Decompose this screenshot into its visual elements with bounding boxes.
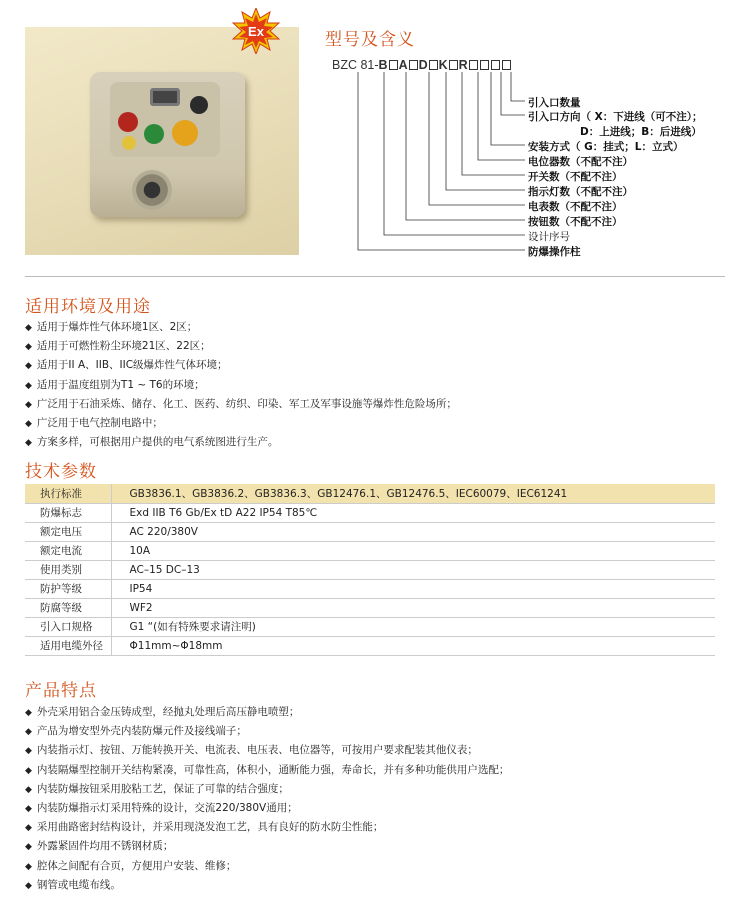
- meaning-inlet-direction-cont: D：上进线；B：后进线）: [580, 126, 702, 138]
- operation-column-enclosure: [90, 72, 245, 217]
- list-item: ◆ 钢管或电缆布线。: [25, 876, 509, 895]
- spec-key: 执行标准: [25, 484, 111, 503]
- spec-value: Φ11mm~Φ18mm: [111, 636, 715, 655]
- table-row: [25, 560, 715, 579]
- specs-table: [25, 484, 715, 656]
- model-meaning-title: 型号及含义: [325, 30, 415, 50]
- list-item: ◆ 适用于温度组别为T1 ~ T6的环境；: [25, 376, 457, 395]
- meaning-inlet-count: 引入口数量: [528, 97, 581, 109]
- spec-key: 防腐等级: [25, 598, 111, 617]
- list-item: ◆ 适用于可燃性粉尘环境21区、22区；: [25, 337, 457, 356]
- spec-key: 额定电流: [25, 541, 111, 560]
- spec-key: 防护等级: [25, 579, 111, 598]
- spec-value: AC–15 DC–13: [111, 560, 715, 579]
- spec-value: WF2: [111, 598, 715, 617]
- features-list: [25, 703, 509, 895]
- spec-value: GB3836.1、GB3836.2、GB3836.3、GB12476.1、GB12476.5、IEC60079、IEC61241: [111, 484, 715, 503]
- environment-title: 适用环境及用途: [25, 297, 151, 317]
- table-row: [25, 617, 715, 636]
- model-letter-b: B: [378, 58, 388, 72]
- yellow-knob: [172, 120, 198, 146]
- meaning-design-serial: 设计序号: [528, 231, 570, 243]
- list-item: ◆ 方案多样，可根据用户提供的电气系统图进行生产。: [25, 433, 457, 452]
- list-item: ◆ 外露紧固件均用不锈钢材质；: [25, 837, 509, 856]
- black-knob: [190, 96, 208, 114]
- list-item: ◆ 适用于爆炸性气体环境1区、2区；: [25, 318, 457, 337]
- table-row: [25, 541, 715, 560]
- spec-value: 10A: [111, 541, 715, 560]
- yellow-button: [122, 136, 136, 150]
- table-row: [25, 484, 715, 503]
- specs-title: 技术参数: [25, 462, 97, 482]
- list-item: ◆ 内装防爆按钮采用胶粘工艺，保证了可靠的结合强度；: [25, 780, 509, 799]
- meaning-switch: 开关数（不配不注）: [528, 171, 623, 183]
- control-panel-face: [110, 82, 220, 157]
- meaning-inlet-direction: 引入口方向（ X：下进线（可不注）；: [528, 111, 703, 123]
- list-item: ◆ 广泛用于石油采炼、储存、化工、医药、纺织、印染、军工及军事设施等爆炸性危险场所；: [25, 395, 457, 414]
- environment-list: [25, 318, 457, 452]
- spec-value: Exd IIB T6 Gb/Ex tD A22 IP54 T85℃: [111, 503, 715, 522]
- model-letter-a: A: [398, 58, 408, 72]
- table-row: [25, 579, 715, 598]
- model-letter-d: D: [418, 58, 428, 72]
- table-row: [25, 598, 715, 617]
- spec-key: 额定电压: [25, 522, 111, 541]
- section-divider: [25, 276, 725, 277]
- table-row: [25, 503, 715, 522]
- meaning-button: 按钮数（不配不注）: [528, 216, 623, 228]
- list-item: ◆ 内装防爆指示灯采用特殊的设计，交流220/380V通用；: [25, 799, 509, 818]
- table-row: [25, 636, 715, 655]
- model-code: [332, 58, 512, 72]
- list-item: ◆ 产品为增安型外壳内装防爆元件及接线端子；: [25, 722, 509, 741]
- list-item: ◆ 内装隔爆型控制开关结构紧凑，可靠性高，体积小，通断能力强，寿命长，并有多种功能供用户选配；: [25, 761, 509, 780]
- spec-key: 引入口规格: [25, 617, 111, 636]
- list-item: ◆ 采用曲路密封结构设计，并采用现浇发泡工艺，具有良好的防水防尘性能；: [25, 818, 509, 837]
- model-letter-r: R: [458, 58, 468, 72]
- meaning-indicator: 指示灯数（不配不注）: [528, 186, 633, 198]
- meter-display: [150, 88, 180, 106]
- spec-key: 适用电缆外径: [25, 636, 111, 655]
- list-item: ◆ 适用于II A、IIB、IIC级爆炸性气体环境；: [25, 356, 457, 375]
- spec-key: 使用类别: [25, 560, 111, 579]
- features-title: 产品特点: [25, 681, 97, 701]
- red-button: [118, 112, 138, 132]
- cable-gland: [132, 170, 172, 210]
- ex-explosion-proof-logo: [232, 8, 280, 54]
- spec-value: AC 220/380V: [111, 522, 715, 541]
- list-item: ◆ 外壳采用铝合金压铸成型，经抛丸处理后高压静电喷塑；: [25, 703, 509, 722]
- list-item: ◆ 腔体之间配有合页，方便用户安装、维修；: [25, 857, 509, 876]
- meaning-mounting: 安装方式（ G：挂式；L：立式）: [528, 141, 684, 153]
- model-prefix: BZC 81-: [332, 58, 379, 72]
- spec-value: G1 “(如有特殊要求请注明): [111, 617, 715, 636]
- green-button: [144, 124, 164, 144]
- meaning-product-name: 防爆操作柱: [528, 246, 581, 258]
- model-letter-k: K: [438, 58, 448, 72]
- meaning-meter: 电表数（不配不注）: [528, 201, 623, 213]
- meaning-potentiometer: 电位器数（不配不注）: [528, 156, 633, 168]
- list-item: ◆ 内装指示灯、按钮、万能转换开关、电流表、电压表、电位器等，可按用户要求配装其他仪表；: [25, 741, 509, 760]
- table-row: [25, 522, 715, 541]
- spec-value: IP54: [111, 579, 715, 598]
- ex-logo-text: Ex: [248, 24, 264, 39]
- spec-key: 防爆标志: [25, 503, 111, 522]
- product-photo: [25, 27, 299, 255]
- list-item: ◆ 广泛用于电气控制电路中；: [25, 414, 457, 433]
